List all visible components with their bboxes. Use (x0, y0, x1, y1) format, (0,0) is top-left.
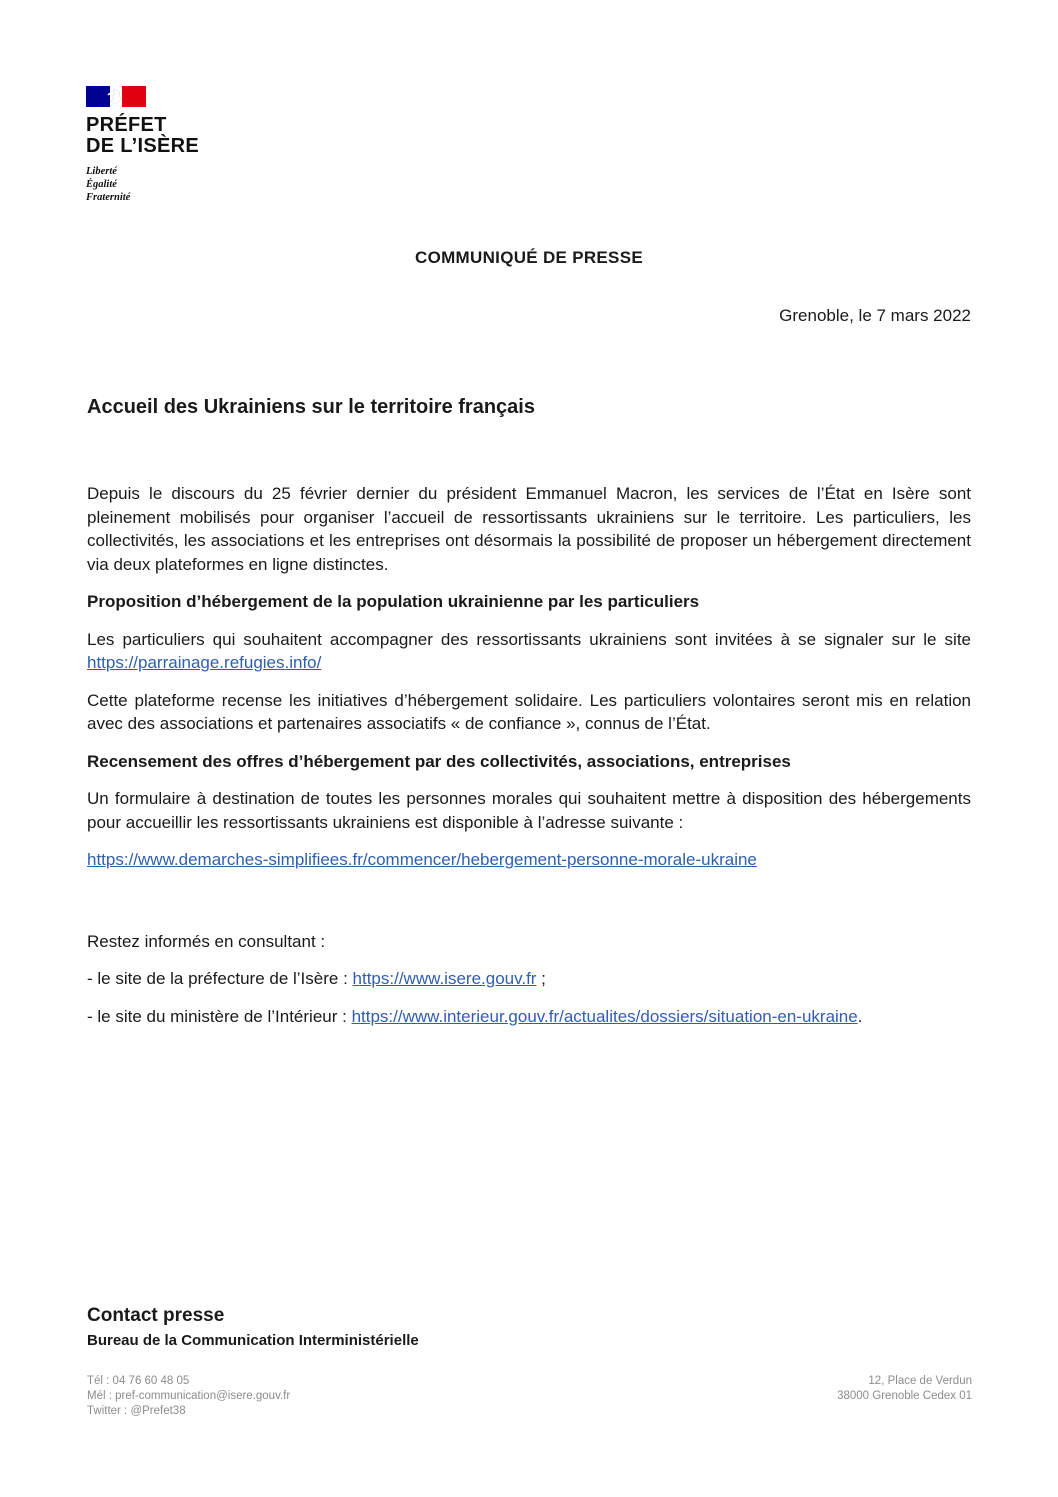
prefecture-name-line-2: DE L’ISÈRE (86, 135, 200, 157)
prefecture-logo (86, 86, 246, 204)
section-2-paragraph: Un formulaire à destination de toutes les personnes morales qui souhaitent mettre à disposition des hébergements pour accueillir les ressortissants ukrainiens est disponible à l’adresse suivante : (87, 789, 971, 832)
interieur-gouv-link[interactable]: https://www.interieur.gouv.fr/actualites/dossiers/situation-en-ukraine (351, 1006, 858, 1026)
stay-informed-item-prefecture (87, 967, 971, 991)
stay-informed-intro: Restez informés en consultant : (87, 931, 326, 951)
stay-informed-item-prefecture-suffix: ; (536, 969, 546, 988)
headline: Accueil des Ukrainiens sur le territoire français (87, 396, 535, 418)
footer-address-street: 12, Place de Verdun (868, 1375, 972, 1387)
section-1-paragraph-2: Cette plateforme recense les initiatives d’hébergement solidaire. Les particuliers volontaires seront mis en relation avec des associations et partenaires associatifs « de confiance », connus de l’État. (87, 690, 971, 733)
stay-informed-item-ministere-suffix: . (857, 1006, 863, 1026)
demarches-simplifiees-link[interactable]: https://www.demarches-simplifiees.fr/commencer/hebergement-personne-morale-ukraine (87, 850, 757, 869)
stay-informed-item-prefecture-text: - le site de la préfecture de l’Isère : (87, 969, 353, 988)
section-2-link-line (87, 848, 971, 872)
footer-phone: Tél : 04 76 60 48 05 (87, 1375, 190, 1387)
footer-email: Mél : pref-communication@isere.gouv.fr (87, 1390, 291, 1402)
prefecture-name-line-1: PRÉFET (86, 114, 167, 136)
stay-informed-item-ministere-text: - le site du ministère de l’Intérieur : (87, 1006, 352, 1026)
contact-bureau: Bureau de la Communication Interministérielle (87, 1332, 419, 1349)
press-contact (87, 1304, 419, 1352)
footer-twitter: Twitter : @Prefet38 (87, 1405, 186, 1417)
press-release-body (87, 482, 971, 1042)
footer-address (837, 1374, 972, 1404)
section-1-paragraph-1 (87, 628, 971, 675)
parrainage-link[interactable]: https://parrainage.refugies.info/ (87, 653, 322, 672)
footer-address-city: 38000 Grenoble Cedex 01 (837, 1390, 972, 1402)
section-2-title: Recensement des offres d’hébergement par des collectivités, associations, entreprises (87, 751, 791, 771)
republic-motto (86, 165, 246, 204)
contact-title: Contact presse (87, 1305, 225, 1326)
intro-paragraph: Depuis le discours du 25 février dernier du président Emmanuel Macron, les services de l’État en Isère sont pleinement mobilisés pour organiser l’accueil de ressortissants ukrainiens sur le territoire. Les particuliers, les collectivités, les associations et les entreprises ont désormais la possibilité de proposer un hébergement directement via deux plateformes en ligne distinctes. (87, 484, 971, 574)
prefecture-name (86, 115, 246, 157)
section-1-title: Proposition d’hébergement de la population ukrainienne par les particuliers (87, 592, 700, 611)
motto-fraternite: Fraternité (86, 192, 131, 203)
stay-informed-item-ministere (87, 1005, 971, 1029)
motto-liberte: Liberté (86, 166, 117, 177)
footer-contact-details (87, 1374, 290, 1419)
motto-egalite: Égalité (86, 179, 117, 190)
dateline: Grenoble, le 7 mars 2022 (779, 306, 971, 325)
marianne-flag-icon (86, 86, 146, 107)
isere-gouv-link[interactable]: https://www.isere.gouv.fr (352, 969, 537, 988)
document-type: COMMUNIQUÉ DE PRESSE (415, 248, 643, 267)
section-1-paragraph-1-text: Les particuliers qui souhaitent accompagner des ressortissants ukrainiens sont invitées à se signaler sur le site (87, 629, 971, 649)
